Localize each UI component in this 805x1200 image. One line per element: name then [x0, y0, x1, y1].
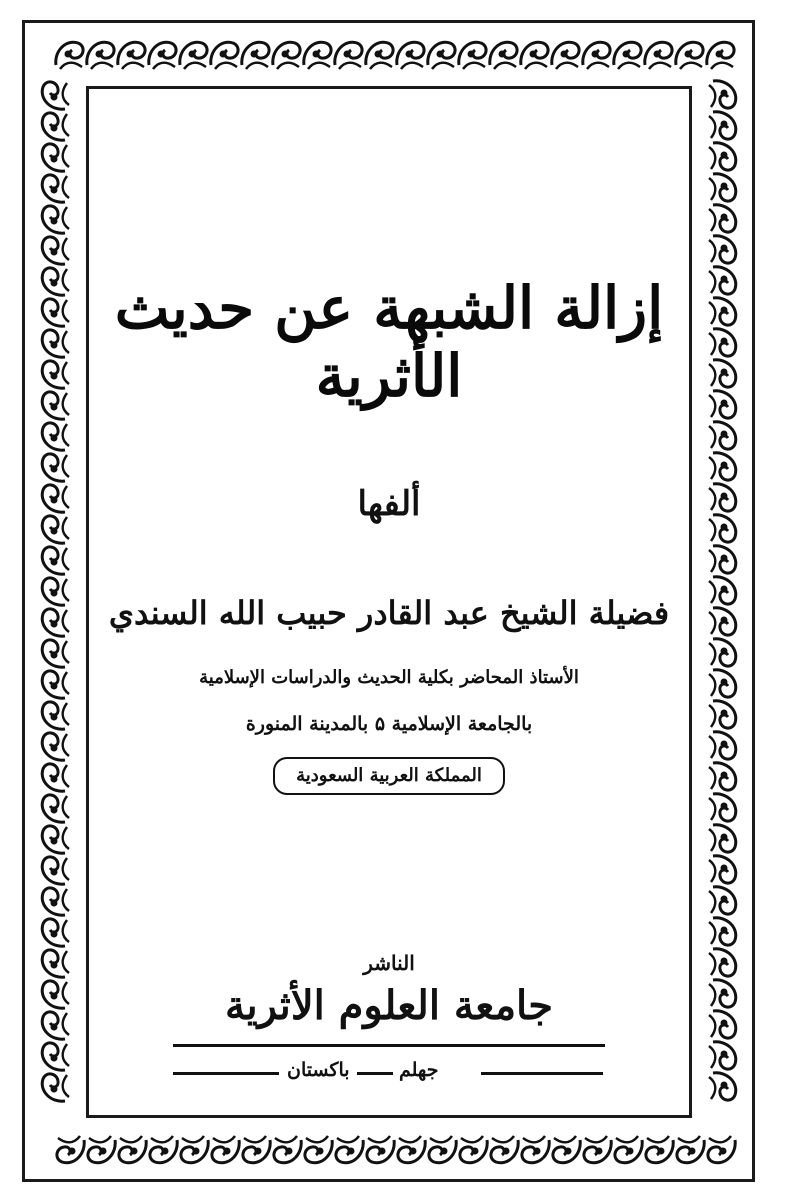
location-dash-left	[173, 1072, 279, 1075]
cover-content	[89, 89, 689, 1115]
location-country: باكستان	[287, 1059, 350, 1081]
book-title: إزالة الشبهة عن حديث الأثرية	[114, 274, 664, 410]
author-label: ألفها	[357, 484, 421, 524]
publisher-label: الناشر	[363, 951, 415, 975]
publisher-location	[89, 1059, 689, 1089]
location-dash-middle	[357, 1072, 393, 1075]
publisher-name: جامعة العلوم الأثرية	[225, 982, 553, 1029]
author-name: فضيلة الشيخ عبد القادر حبيب الله السندي	[108, 594, 670, 632]
author-university: بالجامعة الإسلامية ۵ بالمدينة المنورة	[245, 713, 533, 735]
country-badge: المملكة العربية السعودية	[273, 757, 505, 795]
location-dash-right	[481, 1072, 603, 1075]
author-description: الأستاذ المحاضر بكلية الحديث والدراسات الإسلامية	[199, 667, 579, 688]
publisher-divider	[173, 1044, 605, 1047]
location-city: جهلم	[399, 1059, 439, 1081]
